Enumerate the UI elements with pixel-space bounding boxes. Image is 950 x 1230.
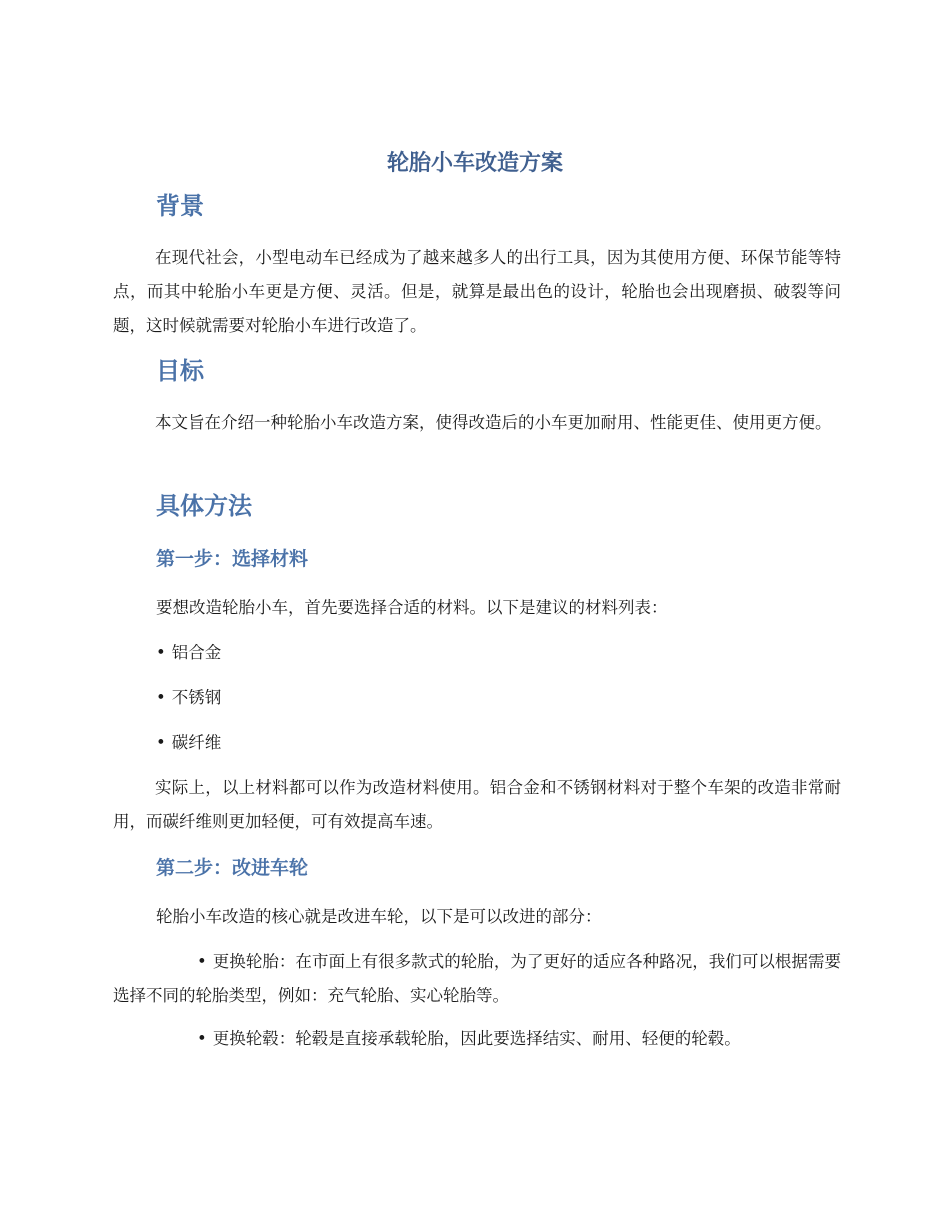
paragraph-goal: 本文旨在介绍一种轮胎小车改造方案，使得改造后的小车更加耐用、性能更佳、使用更方便。 bbox=[155, 413, 832, 432]
heading-step1: 第一步：选择材料 bbox=[156, 548, 309, 570]
heading-step2: 第二步：改进车轮 bbox=[156, 857, 309, 879]
document-title: 轮胎小车改造方案 bbox=[386, 151, 563, 176]
heading-goal: 目标 bbox=[156, 357, 204, 385]
list-item bbox=[156, 729, 221, 757]
bullet-marker: • bbox=[197, 952, 207, 971]
step2-intro: 轮胎小车改造的核心就是改进车轮，以下是可以改进的部分： bbox=[156, 907, 602, 926]
list-item-text: 更换轮胎：在市面上有很多款式的轮胎，为了更好的适应各种路况，我们可以根据需要选择不同的轮胎类型，例如：充气轮胎、实心轮胎等。 bbox=[113, 952, 841, 1005]
step1-conclusion: 实际上，以上材料都可以作为改造材料使用。铝合金和不锈钢材料对于整个车架的改造非常耐用，而碳纤维则更加轻便，可有效提高车速。 bbox=[113, 778, 841, 831]
list-item-text: 不锈钢 bbox=[171, 688, 222, 707]
heading-method: 具体方法 bbox=[156, 492, 252, 520]
list-item bbox=[113, 1022, 841, 1056]
bullet-marker: • bbox=[156, 688, 166, 707]
list-item-text: 更换轮毂：轮毂是直接承载轮胎，因此要选择结实、耐用、轻便的轮毂。 bbox=[212, 1029, 741, 1048]
list-item bbox=[156, 639, 221, 667]
list-item bbox=[113, 945, 841, 1013]
paragraph-background: 在现代社会，小型电动车已经成为了越来越多人的出行工具，因为其使用方便、环保节能等特点，而其中轮胎小车更是方便、灵活。但是，就算是最出色的设计，轮胎也会出现磨损、破裂等问题，这时候就需要对轮胎小车进行改造了。 bbox=[113, 248, 841, 335]
bullet-marker: • bbox=[156, 643, 166, 662]
list-item bbox=[156, 684, 221, 712]
list-item-text: 铝合金 bbox=[171, 643, 222, 662]
step1-intro: 要想改造轮胎小车，首先要选择合适的材料。以下是建议的材料列表： bbox=[156, 598, 668, 617]
heading-background: 背景 bbox=[156, 192, 204, 220]
bullet-marker: • bbox=[156, 733, 166, 752]
bullet-marker: • bbox=[197, 1029, 207, 1048]
list-item-text: 碳纤维 bbox=[171, 733, 222, 752]
